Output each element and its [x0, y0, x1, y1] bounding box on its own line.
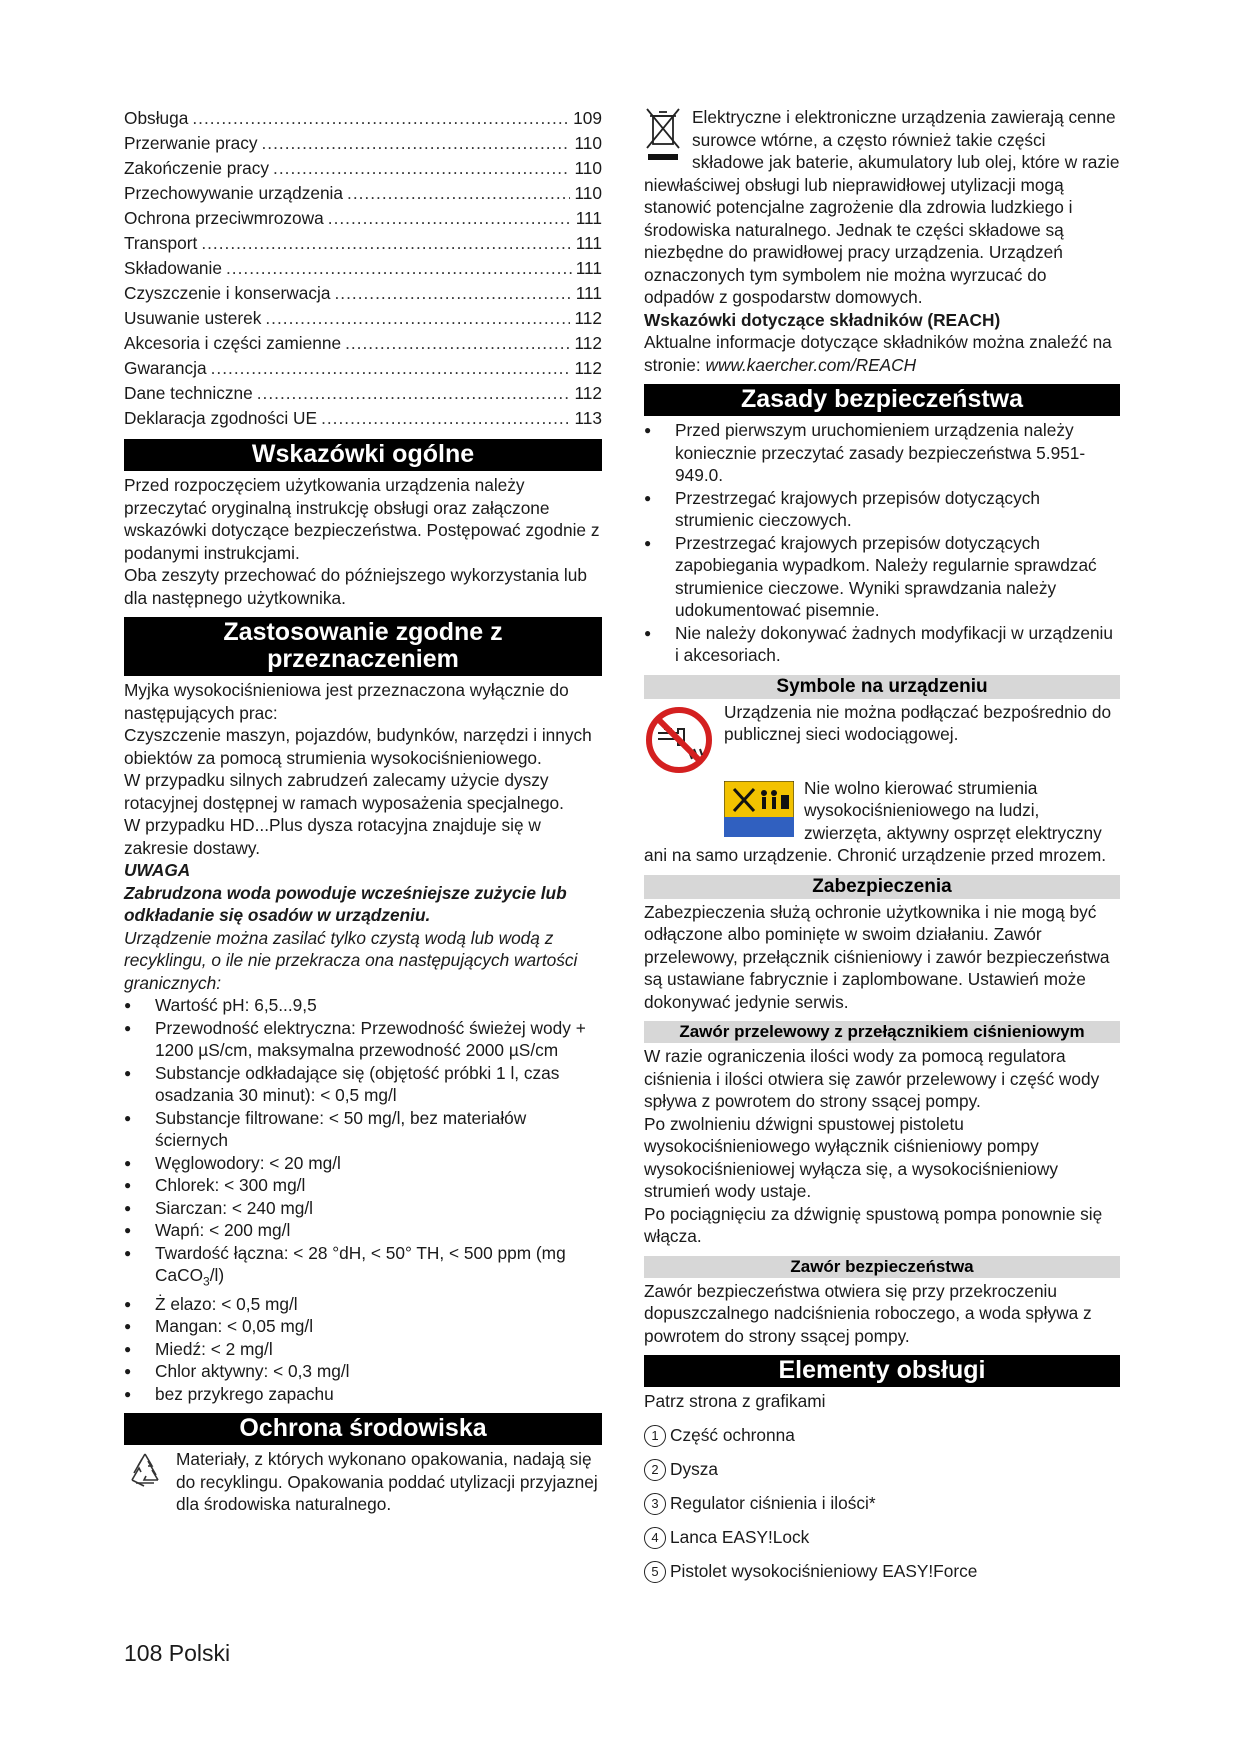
general-p2: Oba zeszyty przechować do późniejszego wykorzystania lub dla następnego użytkownika. [124, 565, 587, 608]
heading-environment: Ochrona środowiska [124, 1413, 602, 1445]
controls-intro: Patrz strona z grafikami [644, 1391, 826, 1411]
toc-leader-dots [347, 181, 570, 206]
toc-page-number: 113 [574, 408, 602, 428]
item-label: Część ochronna [670, 1425, 795, 1445]
toc-leader-dots [265, 306, 570, 331]
heading-controls: Elementy obsługi [644, 1355, 1120, 1387]
caution-label: UWAGA [124, 860, 191, 880]
item-label: Dysza [670, 1459, 719, 1479]
symbol2-text: Nie wolno kierować strumienia wysokociśnieniowego na ludzi, zwierzęta, aktywny osprzęt elektryczny ani na samo urządzenie. Chronić urządzenie przed mrozem. [644, 777, 1107, 865]
toc-leader-dots [226, 256, 572, 281]
heading-overflow-valve: Zawór przelewowy z przełącznikiem ciśnieniowym [644, 1021, 1120, 1043]
list-item [644, 1555, 1120, 1589]
toc-page-number: 110 [574, 158, 602, 178]
list-item: ● Substancje filtrowane: < 50 mg/l, bez materiałów ściernych [124, 1107, 602, 1152]
list-item: ● Wartość pH: 6,5...9,5 [124, 994, 602, 1017]
toc-leader-dots [273, 156, 570, 181]
toc-row[interactable] [124, 406, 602, 431]
overflow-p3: Po pociągnięciu za dźwignię spustową pompa ponownie się włącza. [644, 1203, 1103, 1246]
overflow-p2: Po zwolnieniu dźwigni spustowej pistoletu wysokociśnieniowego wyłącznik ciśnieniowy pompy wysokociśnieniowej wyłącza się, a wysokociśnieniowy strumień wody ustaje. [644, 1113, 1058, 1201]
reach-text: Aktualne informacje dotyczące składników można znaleźć na stronie: www.kaercher.com/REACH [644, 332, 1112, 375]
symbol1-text: Urządzenia nie można podłączać bezpośrednio do publicznej sieci wodociągowej. [724, 701, 1112, 744]
recycling-block [124, 1448, 602, 1516]
toc-row[interactable] [124, 381, 602, 406]
intended-p1: Myjka wysokociśnieniowa jest przeznaczona wyłącznie do następujących prac: [124, 680, 569, 723]
toc-leader-dots [192, 106, 569, 131]
toc-title: Usuwanie usterek [124, 308, 262, 328]
reach-link[interactable]: www.kaercher.com/REACH [705, 354, 917, 375]
caution-bold: Zabrudzona woda powoduje wcześniejsze zużycie lub odkładanie się osadów w urządzeniu. [124, 882, 567, 925]
intended-section [124, 679, 602, 1405]
toc-page-number: 111 [575, 258, 602, 278]
toc-leader-dots [211, 356, 571, 381]
toc-row[interactable] [124, 331, 602, 356]
general-section [124, 474, 602, 609]
toc-leader-dots [201, 231, 571, 256]
list-item [644, 1487, 1120, 1521]
toc-row[interactable] [124, 181, 602, 206]
toc-leader-dots [328, 206, 572, 231]
crossed-bin-icon [644, 106, 682, 168]
item-label: Lanca EASY!Lock [670, 1527, 810, 1547]
list-item: ● Przestrzegać krajowych przepisów dotyczących strumienic cieczowych. [644, 487, 1120, 532]
toc-title: Obsługa [124, 108, 189, 128]
toc-row[interactable] [124, 156, 602, 181]
toc-title: Czyszczenie i konserwacja [124, 283, 331, 303]
heading-intended-use [124, 617, 602, 676]
table-of-contents [124, 106, 602, 431]
general-p1: Przed rozpoczęciem użytkowania urządzenia należy przeczytać oryginalną instrukcję obsługi oraz załączone wskazówki dotyczące bezpieczeństwa. Postępować zgodnie z podanymi instrukcjami. [124, 475, 600, 563]
list-item: ● Ż elazo: < 0,5 mg/l [124, 1293, 602, 1316]
heading-safety: Zasady bezpieczeństwa [644, 384, 1120, 416]
item-number: 2 [644, 1459, 666, 1481]
list-item: ● Przewodność elektryczna: Przewodność świeżej wody + 1200 µS/cm, maksymalna przewodność 2000 µS/cm [124, 1017, 602, 1062]
heading-intended-line1: Zastosowanie zgodne z [223, 618, 503, 646]
toc-row[interactable] [124, 131, 602, 156]
heading-protective-devices: Zabezpieczenia [644, 875, 1120, 899]
list-item: ● Przestrzegać krajowych przepisów dotyczących zapobiegania wypadkom. Należy regularnie sprawdzać strumienice cieczowe. Wyniki sprawdzania należy udokumentować pisemnie. [644, 532, 1120, 622]
left-column [124, 106, 602, 1516]
list-item [644, 1521, 1120, 1555]
list-item: ● Siarczan: < 240 mg/l [124, 1197, 602, 1220]
list-item: ● Mangan: < 0,05 mg/l [124, 1315, 602, 1338]
item-number: 5 [644, 1561, 666, 1583]
toc-page-number: 111 [575, 283, 602, 303]
toc-leader-dots [321, 406, 570, 431]
symbol1-block [644, 701, 1120, 773]
intended-p3: W przypadku silnych zabrudzeń zalecamy użycie dyszy rotacyjnej dostępnej w ramach wyposażenia specjalnego. [124, 770, 564, 813]
weee-text: Elektryczne i elektroniczne urządzenia zawierają cenne surowce wtórne, a często również takie części składowe jak baterie, akumulatory lub olej, które w razie niewłaściwej obsługi lub nieprawidłowej utylizacji mogą stanowić potencjalne zagrożenie dla zdrowia ludzkiego i środowiska naturalnego. Jednak te części składowe są niezbędne do prawidłowej pracy urządzenia. Urządzeń oznaczonych tym symbolem nie można wyrzucać do odpadów z gospodarstw domowych. [644, 107, 1120, 307]
list-item: ● Miedź: < 2 mg/l [124, 1338, 602, 1361]
devices-text: Zabezpieczenia służą ochronie użytkownika i nie mogą być odłączone albo pominięte w swoim działaniu. Zawór przelewowy, przełącznik ciśnieniowy i zawór bezpieczeństwa są ustawiane fabrycznie i zaplombowane. Ustawień może dokonywać jedynie serwis. [644, 901, 1110, 1012]
toc-leader-dots [262, 131, 571, 156]
toc-leader-dots [345, 331, 570, 356]
toc-row[interactable] [124, 231, 602, 256]
item-number: 4 [644, 1527, 666, 1549]
toc-title: Dane techniczne [124, 383, 253, 403]
list-item: ● Wapń: < 200 mg/l [124, 1219, 602, 1242]
toc-row[interactable] [124, 206, 602, 231]
reach-heading: Wskazówki dotyczące składników (REACH) [644, 309, 1001, 330]
caution-text: Urządzenie można zasilać tylko czystą wodą lub wodą z recyklingu, o ile nie przekracza ona następujących wartości granicznych: [124, 927, 578, 993]
heading-symbols: Symbole na urządzeniu [644, 675, 1120, 699]
right-column [644, 106, 1120, 1589]
list-item: ● Chlorek: < 300 mg/l [124, 1174, 602, 1197]
valve-text: Zawór bezpieczeństwa otwiera się przy przekroczeniu dopuszczalnego nadciśnienia roboczego, a woda spływa z powrotem do strony ssącej pompy. [644, 1280, 1092, 1346]
toc-title: Akcesoria i części zamienne [124, 333, 342, 353]
toc-title: Deklaracja zgodności UE [124, 408, 318, 428]
weee-block [644, 106, 1120, 309]
list-item: ● Substancje odkładające się (objętość próbki 1 l, czas osadzania 30 minut): < 0,5 mg/l [124, 1062, 602, 1107]
list-item: ● bez przykrego zapachu [124, 1383, 602, 1406]
toc-page-number: 111 [575, 233, 602, 253]
list-item: ● Chlor aktywny: < 0,3 mg/l [124, 1360, 602, 1383]
controls-list [644, 1419, 1120, 1589]
symbol2-block [644, 777, 1120, 867]
toc-row[interactable] [124, 306, 602, 331]
toc-title: Zakończenie pracy [124, 158, 270, 178]
toc-leader-dots [257, 381, 571, 406]
toc-page-number: 112 [574, 308, 602, 328]
no-tap-connection-icon [644, 705, 714, 781]
frost-label-1: Protect from frost! [655, 820, 703, 827]
intended-p2: Czyszczenie maszyn, pojazdów, budynków, narzędzi i innych obiektów za pomocą strumienia wysokociśnieniowego. [124, 725, 592, 768]
list-item: ● Węglowodory: < 20 mg/l [124, 1152, 602, 1175]
list-item [644, 1453, 1120, 1487]
page-footer [124, 1640, 230, 1667]
recycling-icon [124, 1450, 166, 1498]
list-item-hardness: ● Twardość łączna: < 28 °dH, < 50° TH, < 500 ppm (mg CaCO$_3$/l) [124, 1242, 602, 1293]
toc-page-number: 112 [574, 333, 602, 353]
toc-title: Przechowywanie urządzenia [124, 183, 344, 203]
toc-row[interactable] [124, 356, 602, 381]
item-label: Pistolet wysokociśnieniowy EASY!Force [670, 1561, 978, 1581]
list-item: ● Nie należy dokonywać żadnych modyfikacji w urządzeniu i akcesoriach. [644, 622, 1120, 667]
item-number: 1 [644, 1425, 666, 1447]
overflow-section [644, 1045, 1120, 1248]
footer-language: Polski [168, 1640, 231, 1666]
heading-general: Wskazówki ogólne [124, 439, 602, 471]
toc-row[interactable] [124, 106, 602, 131]
toc-title: Przerwanie pracy [124, 133, 258, 153]
toc-row[interactable] [124, 256, 602, 281]
list-item: ● Przed pierwszym uruchomieniem urządzenia należy koniecznie przeczytać zasady bezpieczeństwa 5.951-949.0. [644, 419, 1120, 487]
toc-page-number: 110 [574, 133, 602, 153]
toc-page-number: 109 [573, 108, 602, 128]
safety-list [644, 419, 1120, 667]
toc-title: Ochrona przeciwmrozowa [124, 208, 324, 228]
heading-safety-valve: Zawór bezpieczeństwa [644, 1256, 1120, 1278]
overflow-p1: W razie ograniczenia ilości wody za pomocą regulatora ciśnienia i ilości otwiera się zawór przelewowy i część wody spływa z powrotem do strony ssącej pompy. [644, 1046, 1100, 1111]
heading-intended-line2: przeznaczeniem [267, 645, 459, 673]
toc-title: Składowanie [124, 258, 222, 278]
toc-leader-dots [335, 281, 572, 306]
toc-page-number: 112 [574, 383, 602, 403]
intended-p4: W przypadku HD...Plus dysza rotacyjna znajduje się w zakresie dostawy. [124, 815, 541, 858]
toc-page-number: 110 [574, 183, 602, 203]
toc-title: Gwarancja [124, 358, 207, 378]
no-jet-frost-warning-icon [653, 781, 794, 843]
item-label: Regulator ciśnienia i ilości* [670, 1493, 876, 1513]
toc-row[interactable] [124, 281, 602, 306]
toc-page-number: 111 [575, 208, 602, 228]
water-limits-list [124, 994, 602, 1405]
item-number: 3 [644, 1493, 666, 1515]
frost-label-2: Vor Frost schützen! [653, 828, 705, 835]
recycling-text: Materiały, z których wykonano opakowania, nadają się do recyklingu. Opakowania poddać utylizacji przyjaznej dla środowiska naturalnego. [176, 1449, 598, 1515]
page-number: 108 [124, 1640, 163, 1666]
toc-title: Transport [124, 233, 198, 253]
toc-page-number: 112 [574, 358, 602, 378]
list-item [644, 1419, 1120, 1453]
